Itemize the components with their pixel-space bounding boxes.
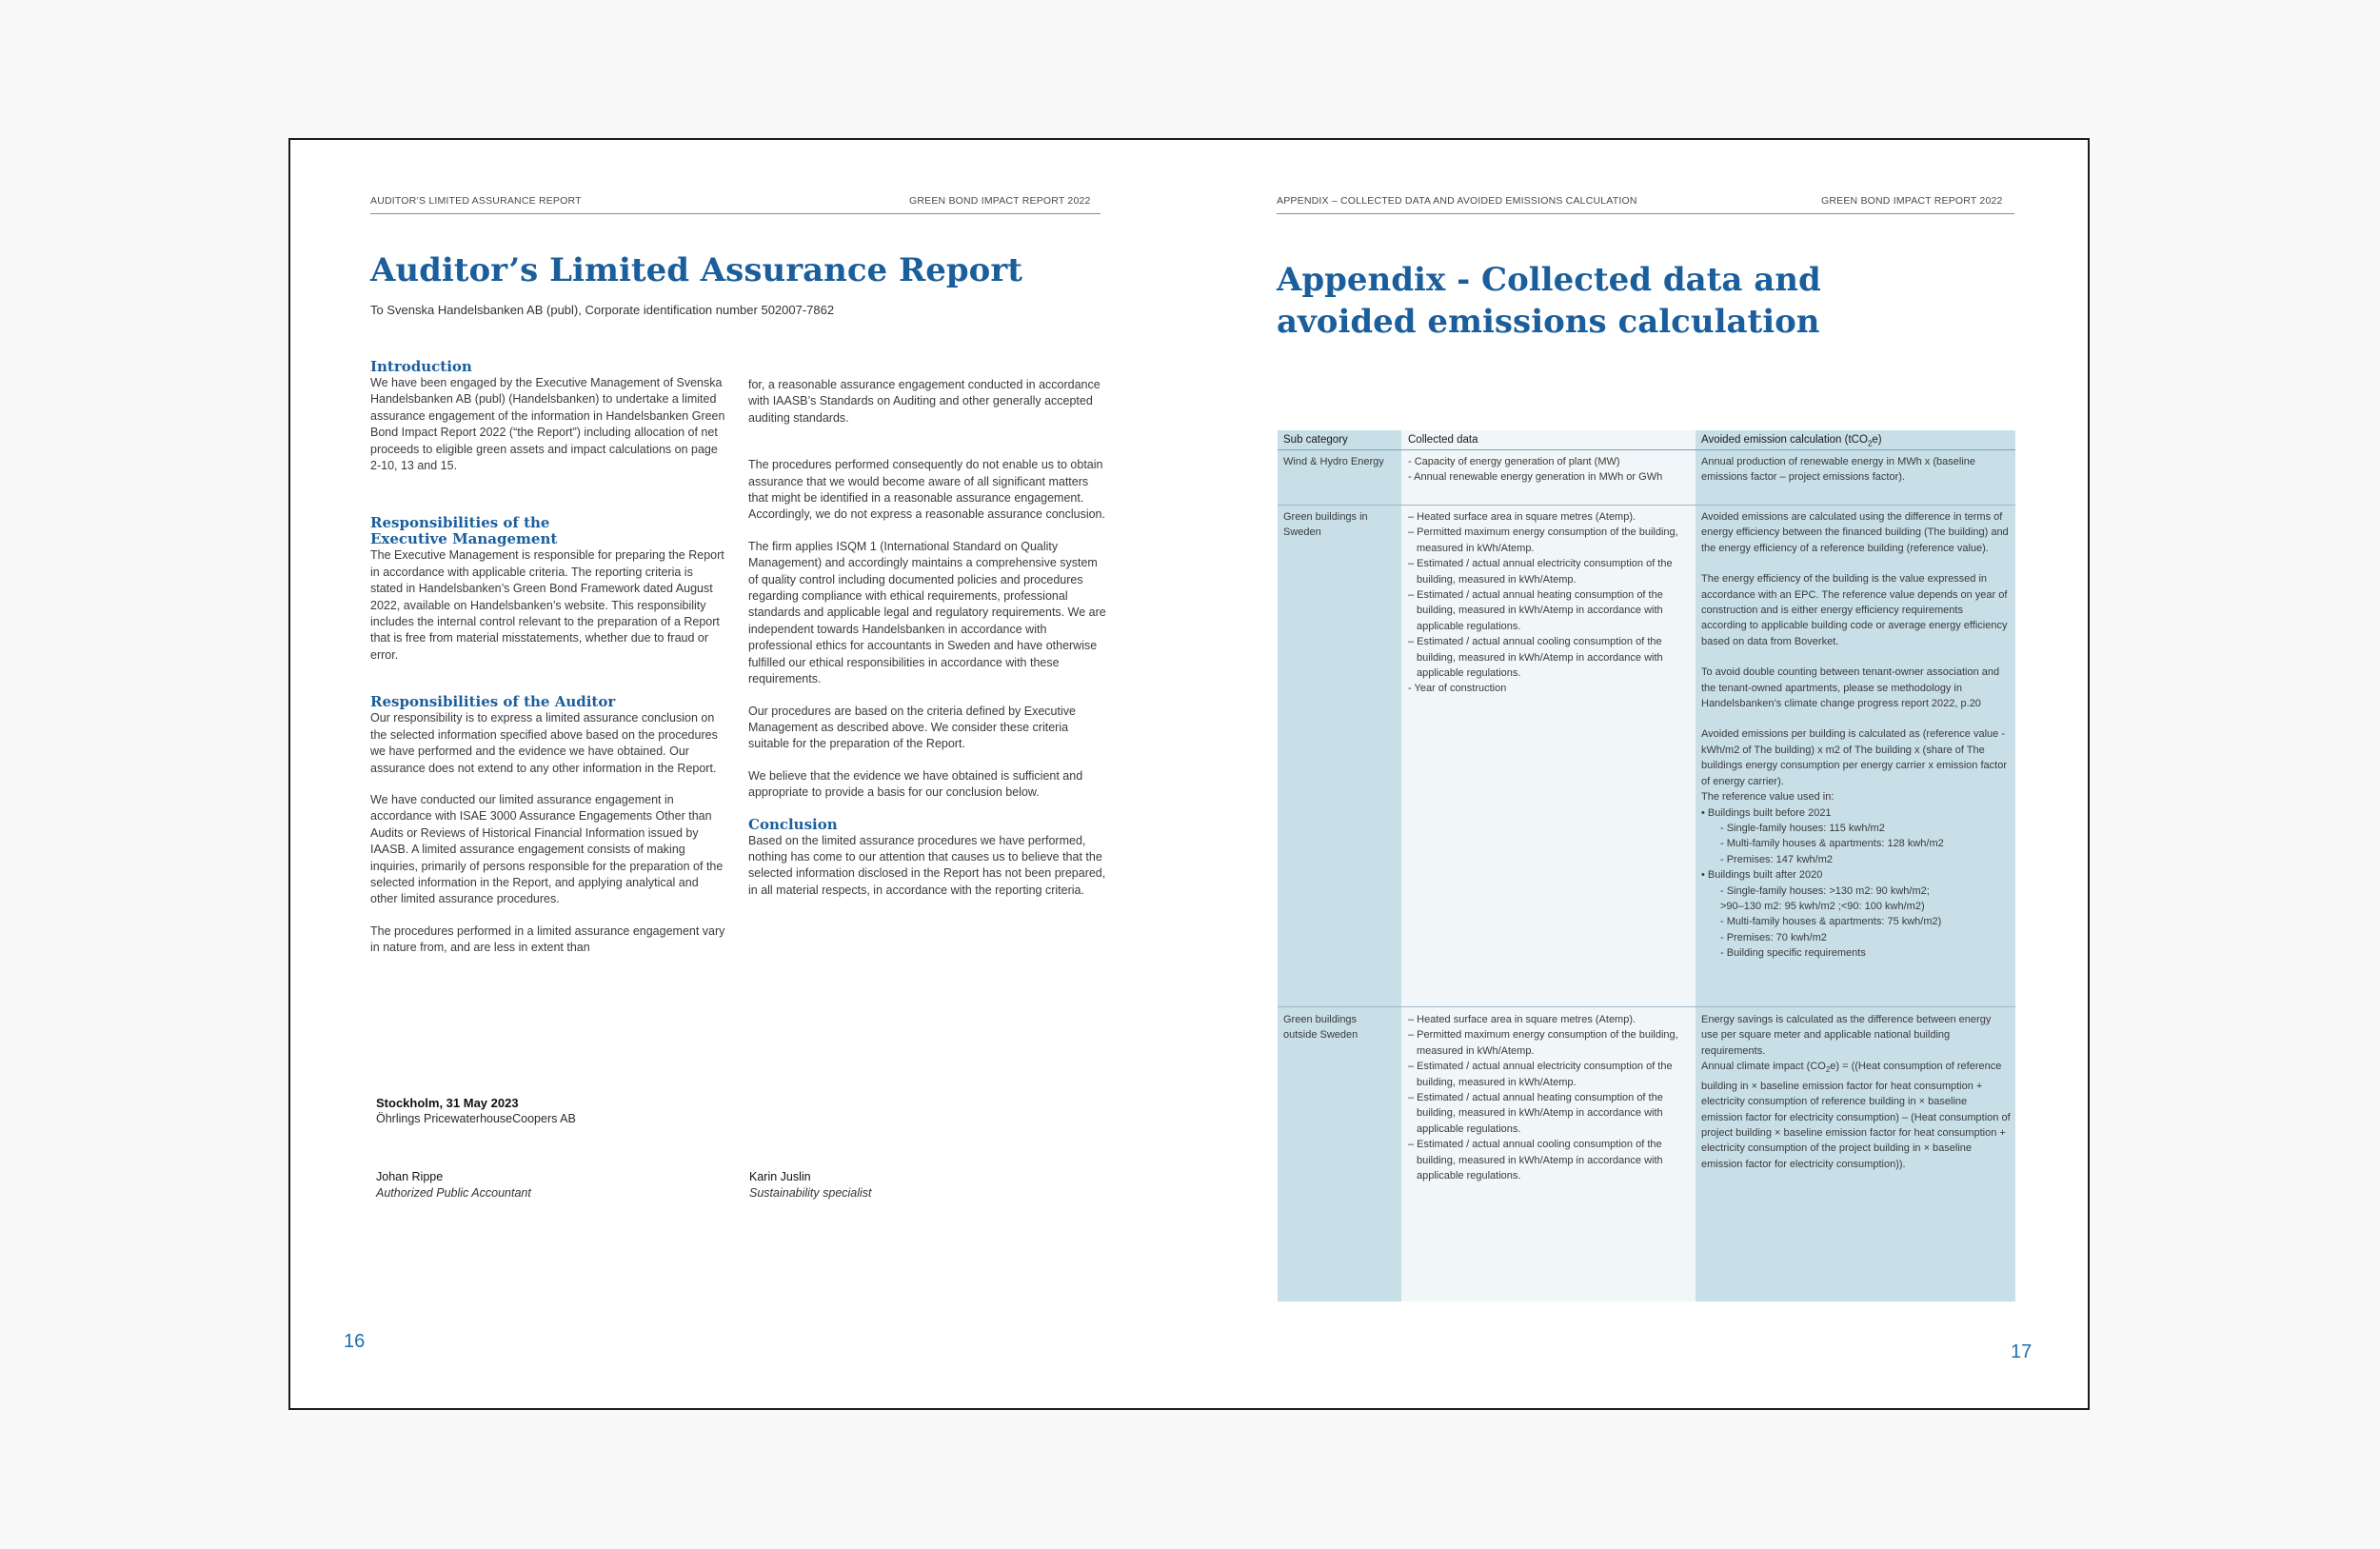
- left-header-rule: [370, 213, 1101, 214]
- page-title: Auditor’s Limited Assurance Report: [370, 251, 1022, 289]
- right-running-head: APPENDIX – COLLECTED DATA AND AVOIDED EMISSIONS CALCULATION: [1277, 195, 1637, 207]
- page-number-right: 17: [2011, 1341, 2033, 1362]
- col2-text-1: for, a reasonable assurance engagement conducted in accordance with IAASB’s Standards on Auditing and other generally accepted auditing standards.: [748, 378, 1101, 425]
- row1-avoided: Annual production of renewable energy in MWh x (baseline emissions factor – project emissions factor).: [1701, 456, 1975, 484]
- responsibilities-exec-text: The Executive Management is responsible for preparing the Report in accordance with applicable criteria. The reporting criteria is stated in Handelsbanken’s Green Bond Framework dated August 2022, available on Handelsbanken’s website. This responsibility includes the internal control relevant to the preparation of a Report that is free from material misstatements, whether due to fraud or error.: [370, 548, 724, 662]
- place-date: Stockholm, 31 May 2023: [376, 1096, 519, 1110]
- right-running-head-right: GREEN BOND IMPACT REPORT 2022: [1821, 195, 2003, 207]
- introduction-heading: Introduction: [370, 358, 472, 375]
- conclusion-heading: Conclusion: [748, 815, 838, 833]
- header-avoided-emission: Avoided emission calculation (tCO$_2$e): [1701, 434, 1882, 448]
- responsibilities-auditor-text-3: The procedures performed in a limited assurance engagement vary in nature from, and are less in extent than: [370, 923, 725, 955]
- responsibilities-auditor-text-2: We have conducted our limited assurance engagement in accordance with ISAE 3000 Assurance Engagements Other than Audits or Reviews of Historical Financial Information issued by IAASB. A limited assurance engagement consists of making inquiries, primarily of persons responsible for the preparation of the selected information in the Report, and applying analytical and other limited assurance procedures.: [370, 792, 724, 906]
- row2-avoided: Avoided emissions are calculated using the difference in terms of energy efficiency between the financed building (The building) and the energy efficiency of a reference building (reference value). The energy efficiency of the building is the value expressed in accordance with an EPC. The reference value depends on year of construction and is either energy efficiency requirements according to applicable building code or average energy efficiency based on data from Boverket. To avoid double counting between tenant-owner association and the tenant-owned apartments, please se methodology in Handelsbanken’s climate change progress report 2022, p.20 Avoided emissions per building is calculated as (reference value - kWh/m2 of The building) x m2 of The building x (share of The buildings energy consumption per energy carrier x emission factor of energy carrier). The reference value used in: • Buildings built before 2021 - Single-family houses: 115 kwh/m2 - Multi-family houses & apartments: 128 kwh/m2 - Premises: 147 kwh/m2 • Buildings built after 2020 - Single-family houses: >130 m2: 90 kwh/m2; >90–130 m2: 95 kwh/m2 ;<90: 100 kwh/m2) - Multi-family houses & apartments: 75 kwh/m2) - Premises: 70 kwh/m2 - Building specific requirements: [1701, 511, 2009, 960]
- right-header-rule: [1277, 213, 2014, 214]
- left-column-1: [370, 359, 727, 972]
- signer-1-name: Johan Rippe: [376, 1170, 444, 1183]
- column-sub-category: [1278, 430, 1401, 1301]
- row1-category: Wind & Hydro Energy: [1283, 456, 1384, 467]
- col2-text-2: The procedures performed consequently do not enable us to obtain assurance that we would become aware of all significant matters that might be identified in a reasonable assurance engagement. Accordingly, we do not express a reasonable assurance conclusion.: [748, 458, 1105, 522]
- row3-category: Green buildings outside Sweden: [1283, 1014, 1359, 1042]
- row-divider-2: [1278, 1006, 2015, 1007]
- row3-collected: – Heated surface area in square metres (Atemp). – Permitted maximum energy consumption of the building, measured in kWh/Atemp. – Estimated / actual annual electricity consumption of the building, measured in kWh/Atemp. – Estimated / actual annual heating consumption of the building, measured in kWh/Atemp in accordance with applicable regulations. – Estimated / actual annual cooling consumption of the building, measured in kWh/Atemp in accordance with applicable regulations.: [1408, 1014, 1678, 1182]
- signature-place-date: [376, 1095, 576, 1127]
- addressee: To Svenska Handelsbanken AB (publ), Corporate identification number 502007-7862: [370, 303, 835, 317]
- signer-1: [376, 1169, 531, 1201]
- row3-avoided: Energy savings is calculated as the difference between energy use per square meter and applicable national building requirements. Annual climate impact $(CO_2e)$ = ((Heat consumption of reference building in × baseline emission factor for heat consumption + electricity consumption of reference building in × baseline emission factor for electricity consumption) – (Heat consumption of project building × baseline emission factor for heat consumption + electricity consumption of the project building in × baseline emission factor for electricity consumption)).: [1701, 1014, 2011, 1170]
- col2-text-3: The firm applies ISQM 1 (International Standard on Quality Management) and accordingly maintains a comprehensive system of quality control including documented policies and procedures regarding compliance with ethical requirements, professional standards and applicable legal and regulatory requirements. We are independent towards Handelsbanken in accordance with professional ethics for accountants in Sweden and have otherwise fulfilled our ethical responsibilities in accordance with these requirements.: [748, 539, 1106, 686]
- row1-collected: - Capacity of energy generation of plant (MW) - Annual renewable energy generation in MWh or GWh: [1408, 456, 1663, 484]
- conclusion-text: Based on the limited assurance procedures we have performed, nothing has come to our attention that causes us to believe that the selected information disclosed in the Report has not been prepared, in all material respects, in accordance with the reporting criteria.: [748, 833, 1106, 897]
- audit-firm: Öhrlings PricewaterhouseCoopers AB: [376, 1112, 576, 1125]
- responsibilities-exec-heading: Responsibilities of the Executive Management: [370, 514, 558, 548]
- header-collected-data: Collected data: [1408, 434, 1478, 446]
- responsibilities-auditor-heading: Responsibilities of the Auditor: [370, 693, 616, 711]
- responsibilities-auditor-text-1: Our responsibility is to express a limited assurance conclusion on the selected information specified above based on the procedures we have performed and the evidence we have obtained. Our assurance does not extend to any other information in the Report.: [370, 711, 718, 775]
- emissions-table: [1278, 430, 2015, 1301]
- left-running-head: AUDITOR’S LIMITED ASSURANCE REPORT: [370, 195, 582, 207]
- signer-2-role: Sustainability specialist: [749, 1186, 872, 1200]
- page-number-left: 16: [344, 1331, 366, 1352]
- row2-category: Green buildings in Sweden: [1283, 511, 1368, 539]
- left-running-head-right: GREEN BOND IMPACT REPORT 2022: [909, 195, 1091, 207]
- signer-1-role: Authorized Public Accountant: [376, 1186, 531, 1200]
- signer-2: [749, 1169, 872, 1201]
- header-rule: [1278, 449, 2015, 450]
- col2-text-5: We believe that the evidence we have obtained is sufficient and appropriate to provide a basis for our conclusion below.: [748, 768, 1083, 800]
- header-sub-category: Sub category: [1283, 434, 1348, 446]
- introduction-text: We have been engaged by the Executive Management of Svenska Handelsbanken AB (publ) (Handelsbanken) to undertake a limited assurance engagement of the information in Handelsbanken Green Bond Impact Report 2022 (“the Report”) including allocation of net proceeds to eligible green assets and impact calculations on page 2-10, 13 and 15.: [370, 376, 725, 473]
- left-column-2: [748, 377, 1106, 914]
- col2-text-4: Our procedures are based on the criteria defined by Executive Management as described above. We consider these criteria suitable for the preparation of the Report.: [748, 704, 1076, 751]
- row-divider-1: [1278, 505, 2015, 506]
- appendix-title: Appendix - Collected data and avoided emissions calculation: [1277, 261, 1821, 341]
- signer-2-name: Karin Juslin: [749, 1170, 811, 1183]
- row2-collected: – Heated surface area in square metres (Atemp). – Permitted maximum energy consumption of the building, measured in kWh/Atemp. – Estimated / actual annual electricity consumption of the building, measured in kWh/Atemp. – Estimated / actual annual heating consumption of the building, measured in kWh/Atemp in accordance with applicable regulations. – Estimated / actual annual cooling consumption of the building, measured in kWh/Atemp in accordance with applicable regulations. - Year of construction: [1408, 511, 1678, 695]
